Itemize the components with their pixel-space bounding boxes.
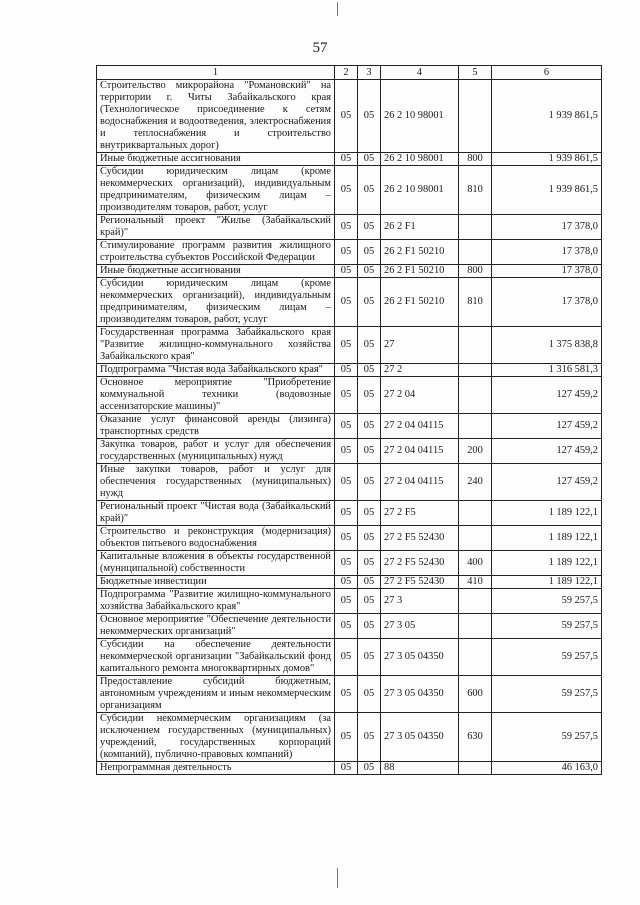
row-target-code: 26 2 10 98001: [381, 80, 459, 153]
row-target-code: 27 3 05 04350: [381, 639, 459, 676]
row-subsection: 05: [358, 240, 381, 265]
row-subsection: 05: [358, 327, 381, 364]
table-row: [97, 377, 602, 414]
table-row: [97, 639, 602, 676]
budget-table: [96, 65, 602, 775]
row-expense-type: 600: [459, 676, 492, 713]
row-section: 05: [335, 327, 358, 364]
row-expense-type: [459, 215, 492, 240]
row-name: Основное мероприятие "Обеспечение деятельности некоммерческих организаций": [97, 614, 335, 639]
row-subsection: 05: [358, 551, 381, 576]
row-amount: 17 378,0: [492, 265, 602, 278]
row-target-code: 27 2 04 04115: [381, 439, 459, 464]
row-target-code: 27 2 F5 52430: [381, 576, 459, 589]
table-row: [97, 278, 602, 327]
table-row: [97, 414, 602, 439]
row-section: 05: [335, 614, 358, 639]
row-target-code: 26 2 10 98001: [381, 153, 459, 166]
row-name: Предоставление субсидий бюджетным, автономным учреждениям и иным некоммерческим организациям: [97, 676, 335, 713]
table-row: [97, 762, 602, 775]
row-section: 05: [335, 639, 358, 676]
row-target-code: 27 2: [381, 364, 459, 377]
row-target-code: 26 2 F1: [381, 215, 459, 240]
row-subsection: 05: [358, 526, 381, 551]
table-row: [97, 526, 602, 551]
page-number: 57: [312, 40, 328, 56]
row-expense-type: 810: [459, 278, 492, 327]
row-section: 05: [335, 576, 358, 589]
row-subsection: 05: [358, 215, 381, 240]
row-amount: 59 257,5: [492, 676, 602, 713]
row-name: Субсидии юридическим лицам (кроме некоммерческих организаций), индивидуальным предпринимателям, физическим лицам – производителям товаров, работ, услуг: [97, 278, 335, 327]
row-expense-type: [459, 614, 492, 639]
row-subsection: 05: [358, 265, 381, 278]
table-row: [97, 265, 602, 278]
row-section: 05: [335, 265, 358, 278]
row-expense-type: [459, 240, 492, 265]
row-name: Основное мероприятие "Приобретение коммунальной техники (водовозные ассенизаторские машины)": [97, 377, 335, 414]
row-amount: 1 189 122,1: [492, 551, 602, 576]
table-row: [97, 327, 602, 364]
table-row: [97, 501, 602, 526]
row-subsection: 05: [358, 439, 381, 464]
row-section: 05: [335, 153, 358, 166]
row-section: 05: [335, 215, 358, 240]
row-name: Региональный проект "Жилье (Забайкальский край)": [97, 215, 335, 240]
table-row: [97, 80, 602, 153]
row-expense-type: [459, 377, 492, 414]
row-section: 05: [335, 80, 358, 153]
row-name: Подпрограмма "Чистая вода Забайкальского края": [97, 364, 335, 377]
row-target-code: 27 3 05 04350: [381, 676, 459, 713]
row-subsection: 05: [358, 364, 381, 377]
row-amount: 1 189 122,1: [492, 576, 602, 589]
row-subsection: 05: [358, 576, 381, 589]
row-target-code: 27 2 F5: [381, 501, 459, 526]
column-header-expense-type: 5: [459, 66, 492, 80]
row-expense-type: [459, 526, 492, 551]
row-section: 05: [335, 166, 358, 215]
table-row: [97, 166, 602, 215]
row-name: Закупка товаров, работ и услуг для обеспечения государственных (муниципальных) нужд: [97, 439, 335, 464]
row-subsection: 05: [358, 713, 381, 762]
column-header-subsection: 3: [358, 66, 381, 80]
row-name: Строительство микрорайона "Романовский" на территории г. Читы Забайкальского края (Технологическое присоединение к сетям водоснабжения и водоотведения, электроснабжения и теплоснабжения и строительство внутриквартальных дорог): [97, 80, 335, 153]
row-subsection: 05: [358, 80, 381, 153]
row-amount: 1 939 861,5: [492, 153, 602, 166]
row-expense-type: 400: [459, 551, 492, 576]
row-expense-type: 800: [459, 153, 492, 166]
table-row: [97, 240, 602, 265]
row-subsection: 05: [358, 639, 381, 676]
row-subsection: 05: [358, 762, 381, 775]
row-subsection: 05: [358, 166, 381, 215]
row-section: 05: [335, 676, 358, 713]
row-target-code: 27 2 04 04115: [381, 464, 459, 501]
row-amount: 1 189 122,1: [492, 526, 602, 551]
row-subsection: 05: [358, 414, 381, 439]
row-amount: 59 257,5: [492, 639, 602, 676]
row-amount: 1 316 581,3: [492, 364, 602, 377]
row-section: 05: [335, 762, 358, 775]
row-amount: 127 459,2: [492, 414, 602, 439]
row-name: Стимулирование программ развития жилищного строительства субъектов Российской Федерации: [97, 240, 335, 265]
row-expense-type: 410: [459, 576, 492, 589]
row-name: Государственная программа Забайкальского края "Развитие жилищно-коммунального хозяйства Забайкальского края": [97, 327, 335, 364]
row-name: Оказание услуг финансовой аренды (лизинга) транспортных средств: [97, 414, 335, 439]
row-target-code: 27 2 04 04115: [381, 414, 459, 439]
row-subsection: 05: [358, 464, 381, 501]
row-amount: 127 459,2: [492, 377, 602, 414]
row-expense-type: [459, 639, 492, 676]
row-name: Региональный проект "Чистая вода (Забайкальский край)": [97, 501, 335, 526]
row-subsection: 05: [358, 676, 381, 713]
row-target-code: 27: [381, 327, 459, 364]
binding-mark-top: [337, 2, 338, 16]
row-target-code: 27 3 05 04350: [381, 713, 459, 762]
table-row: [97, 153, 602, 166]
row-name: Строительство и реконструкция (модернизация) объектов питьевого водоснабжения: [97, 526, 335, 551]
row-amount: 127 459,2: [492, 464, 602, 501]
row-name: Субсидии юридическим лицам (кроме некоммерческих организаций), индивидуальным предпринимателям, физическим лицам – производителям товаров, работ, услуг: [97, 166, 335, 215]
row-amount: 17 378,0: [492, 240, 602, 265]
row-expense-type: 200: [459, 439, 492, 464]
row-expense-type: [459, 364, 492, 377]
row-name: Капитальные вложения в объекты государственной (муниципальной) собственности: [97, 551, 335, 576]
row-amount: 127 459,2: [492, 439, 602, 464]
row-amount: 1 939 861,5: [492, 166, 602, 215]
row-subsection: 05: [358, 377, 381, 414]
row-section: 05: [335, 439, 358, 464]
row-target-code: 27 3: [381, 589, 459, 614]
row-expense-type: 810: [459, 166, 492, 215]
column-header-name: 1: [97, 66, 335, 80]
column-header-amount: 6: [492, 66, 602, 80]
row-name: Бюджетные инвестиции: [97, 576, 335, 589]
row-section: 05: [335, 414, 358, 439]
table-row: [97, 713, 602, 762]
row-subsection: 05: [358, 614, 381, 639]
row-amount: 1 189 122,1: [492, 501, 602, 526]
row-name: Субсидии некоммерческим организациям (за исключением государственных (муниципальных) учреждений, государственных корпораций (компаний), публично-правовых компаний): [97, 713, 335, 762]
row-target-code: 26 2 F1 50210: [381, 278, 459, 327]
row-expense-type: [459, 80, 492, 153]
row-section: 05: [335, 589, 358, 614]
row-expense-type: 630: [459, 713, 492, 762]
table-row: [97, 439, 602, 464]
row-section: 05: [335, 526, 358, 551]
table-header-row: [97, 66, 602, 80]
table-row: [97, 589, 602, 614]
table-row: [97, 464, 602, 501]
row-section: 05: [335, 713, 358, 762]
table-row: [97, 551, 602, 576]
row-amount: 17 378,0: [492, 278, 602, 327]
row-subsection: 05: [358, 278, 381, 327]
row-section: 05: [335, 240, 358, 265]
row-target-code: 27 2 F5 52430: [381, 526, 459, 551]
row-name: Иные бюджетные ассигнования: [97, 153, 335, 166]
row-expense-type: [459, 327, 492, 364]
column-header-target-code: 4: [381, 66, 459, 80]
row-target-code: 26 2 10 98001: [381, 166, 459, 215]
row-amount: 59 257,5: [492, 589, 602, 614]
table-row: [97, 364, 602, 377]
row-target-code: 88: [381, 762, 459, 775]
row-section: 05: [335, 464, 358, 501]
row-name: Иные закупки товаров, работ и услуг для обеспечения государственных (муниципальных) нужд: [97, 464, 335, 501]
row-name: Подпрограмма "Развитие жилищно-коммунального хозяйства Забайкальского края": [97, 589, 335, 614]
row-expense-type: [459, 762, 492, 775]
table-row: [97, 215, 602, 240]
row-target-code: 27 3 05: [381, 614, 459, 639]
table-row: [97, 576, 602, 589]
row-target-code: 26 2 F1 50210: [381, 240, 459, 265]
row-section: 05: [335, 377, 358, 414]
row-amount: 59 257,5: [492, 713, 602, 762]
column-header-section: 2: [335, 66, 358, 80]
row-subsection: 05: [358, 589, 381, 614]
row-section: 05: [335, 501, 358, 526]
row-target-code: 27 2 F5 52430: [381, 551, 459, 576]
row-subsection: 05: [358, 153, 381, 166]
row-expense-type: 240: [459, 464, 492, 501]
row-section: 05: [335, 551, 358, 576]
row-amount: 59 257,5: [492, 614, 602, 639]
row-target-code: 27 2 04: [381, 377, 459, 414]
row-expense-type: [459, 501, 492, 526]
row-expense-type: [459, 414, 492, 439]
row-name: Иные бюджетные ассигнования: [97, 265, 335, 278]
row-target-code: 26 2 F1 50210: [381, 265, 459, 278]
row-amount: 1 939 861,5: [492, 80, 602, 153]
row-name: Субсидии на обеспечение деятельности некоммерческой организации "Забайкальский фонд капитального ремонта многоквартирных домов": [97, 639, 335, 676]
row-expense-type: 800: [459, 265, 492, 278]
row-amount: 17 378,0: [492, 215, 602, 240]
row-section: 05: [335, 364, 358, 377]
binding-mark-bottom: [337, 868, 338, 888]
row-amount: 1 375 838,8: [492, 327, 602, 364]
row-amount: 46 163,0: [492, 762, 602, 775]
row-expense-type: [459, 589, 492, 614]
table-row: [97, 614, 602, 639]
row-subsection: 05: [358, 501, 381, 526]
row-name: Непрограммная деятельность: [97, 762, 335, 775]
row-section: 05: [335, 278, 358, 327]
table-row: [97, 676, 602, 713]
